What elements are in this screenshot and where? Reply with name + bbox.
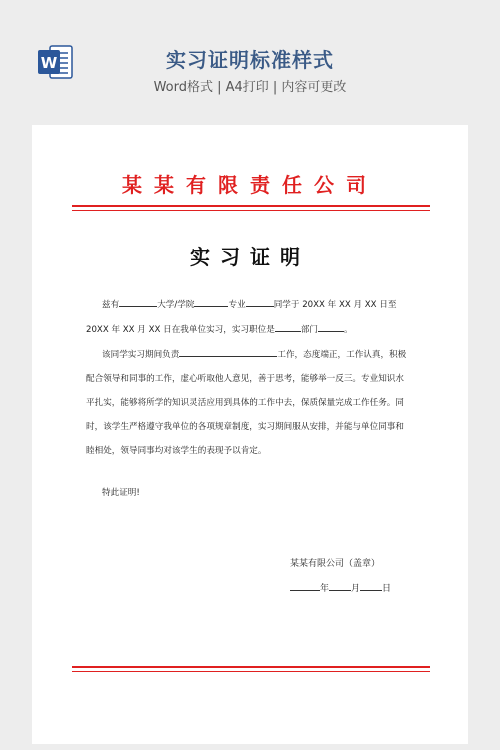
page-title: 实习证明标准样式 (166, 48, 334, 72)
document-page (32, 125, 468, 744)
closing-line: 特此证明! (102, 488, 140, 498)
blank-field (194, 297, 228, 307)
header (0, 0, 500, 120)
date-line: 年 月 日 (290, 581, 391, 594)
blank-field (179, 347, 277, 357)
paragraph-2-line: 时，该学生严格遵守我单位的各项规章制度，实习期间服从安排，并能与单位同事和 (86, 422, 404, 432)
paragraph-1-line-2: 20XX 年 XX 月 XX 日在我单位实习，实习职位是 部门 。 (86, 322, 353, 335)
blank-field (246, 297, 274, 307)
header-rule-thin (72, 210, 430, 211)
blank-field (360, 581, 382, 591)
blank-field (275, 322, 301, 332)
paragraph-2-line-1: 该同学实习期间负责 工作，态度端正，工作认真，积极 (102, 347, 406, 360)
paragraph-1-line-1: 兹有 大学/学院 专业 同学于 20XX 年 XX 月 XX 日至 (102, 297, 397, 310)
footer-rule-thin (72, 671, 430, 672)
header-rule-thick (72, 205, 430, 207)
blank-field (329, 581, 351, 591)
paragraph-2-line: 配合领导和同事的工作，虚心听取他人意见，善于思考，能够举一反三。专业知识水 (86, 374, 404, 384)
footer-rule-thick (72, 666, 430, 668)
document-title: 实习证明 (190, 245, 310, 269)
paragraph-2-line: 平扎实，能够将所学的知识灵活应用到具体的工作中去，保质保量完成工作任务。同 (86, 398, 404, 408)
svg-text:W: W (40, 54, 58, 72)
blank-field (290, 581, 320, 591)
blank-field (119, 297, 157, 307)
paragraph-2-line: 睦相处，领导同事均对该学生的表现予以肯定。 (86, 446, 267, 456)
signature-line: 某某有限公司（盖章） (290, 559, 381, 569)
company-name: 某某有限责任公司 (122, 173, 378, 197)
page-subtitle: Word格式 | A4打印 | 内容可更改 (153, 80, 347, 95)
blank-field (318, 322, 344, 332)
